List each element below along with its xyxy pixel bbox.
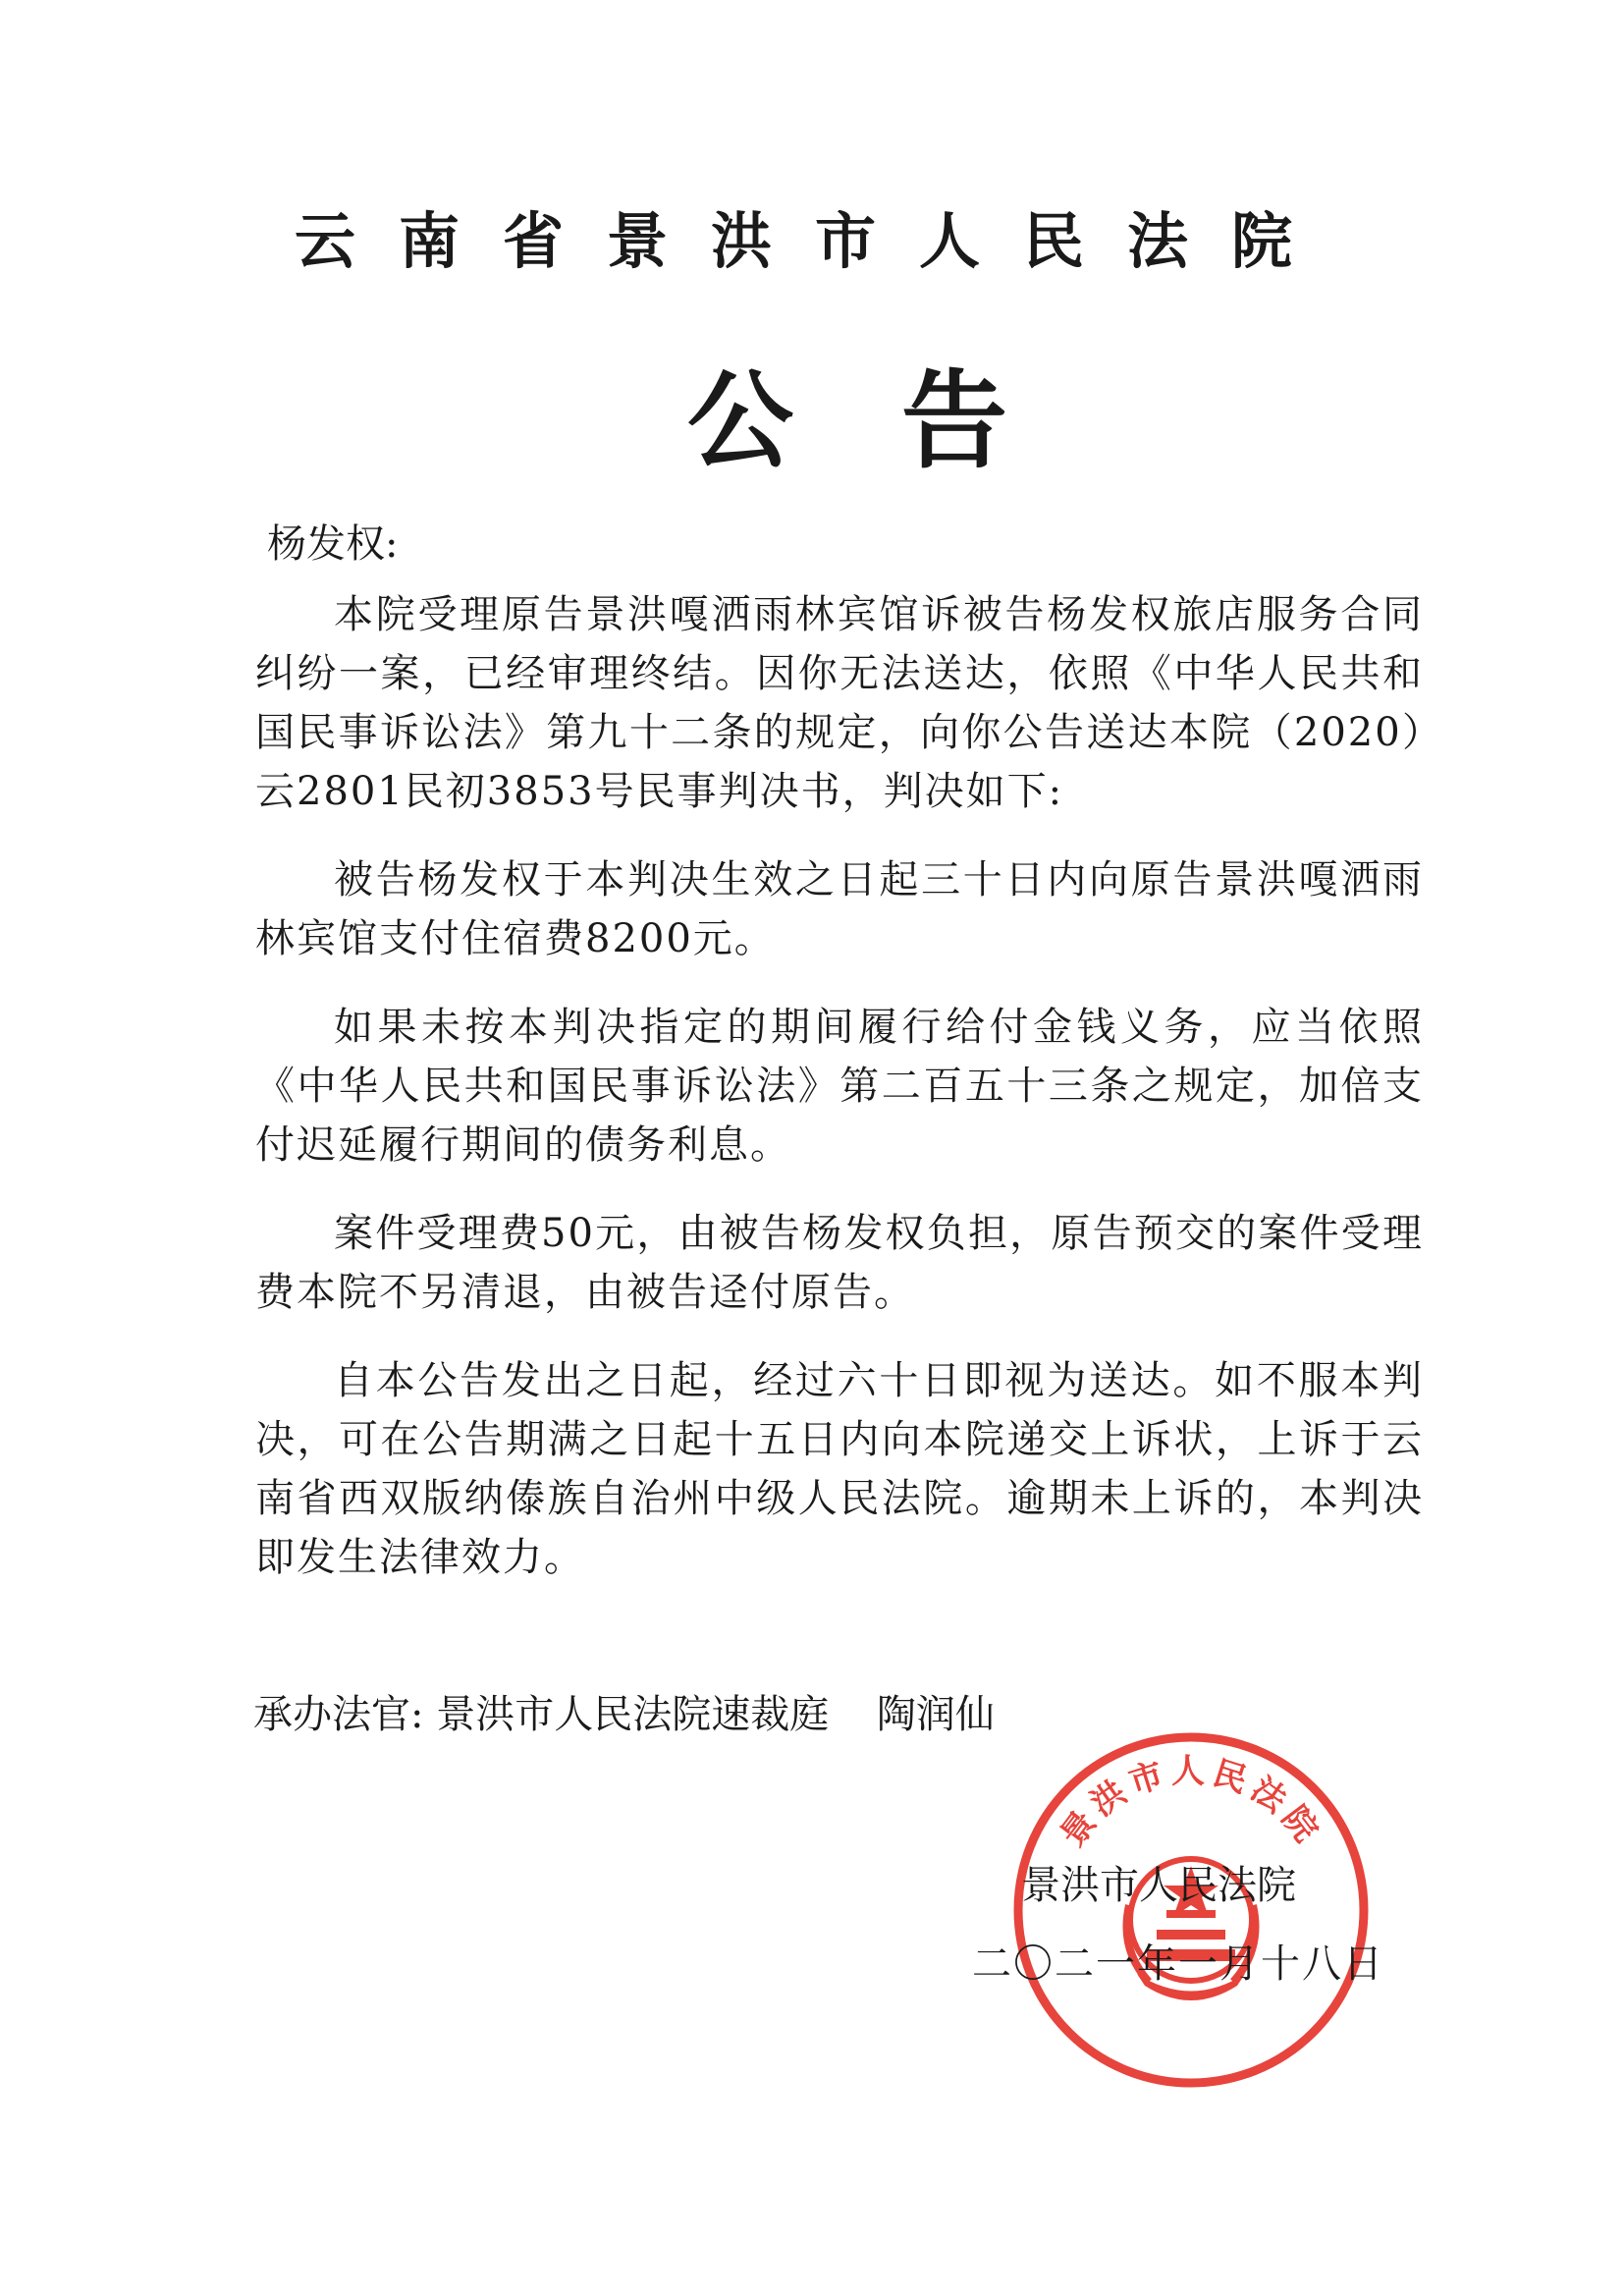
paragraph-late-payment: 如果未按本判决指定的期间履行给付金钱义务，应当依照《中华人民共和国民事诉讼法》第二百五十三条之规定，加倍支付迟延履行期间的债务利息。	[255, 1005, 1424, 1168]
judge-division: 景洪市人民法院速裁庭	[436, 1692, 830, 1737]
signing-date: 二〇二一年一月十八日	[972, 1941, 1384, 1987]
paragraph-case-intro: 本院受理原告景洪嘎洒雨林宾馆诉被告杨发权旅店服务合同纠纷一案，已经审理终结。因你无法送达，依照《中华人民共和国民事诉讼法》第九十二条的规定，向你公告送达本院（2020）云2801民初3853号民事判决书，判决如下:	[255, 592, 1424, 814]
paragraph-judgment: 被告杨发权于本判决生效之日起三十日内向原告景洪嘎洒雨林宾馆支付住宿费8200元。	[255, 857, 1424, 961]
seal-text: 景洪市人民法院	[1053, 1752, 1329, 1854]
judge-label: 承办法官:	[253, 1692, 424, 1737]
paragraph-case-fee: 案件受理费50元，由被告杨发权负担，原告预交的案件受理费本院不另清退，由被告迳付原告。	[255, 1211, 1424, 1315]
presiding-judge-line	[253, 1685, 995, 1744]
addressee: 杨发权:	[267, 521, 399, 567]
paragraph-appeal: 自本公告发出之日起，经过六十日即视为送达。如不服本判决，可在公告期满之日起十五日内向本院递交上诉状，上诉于云南省西双版纳傣族自治州中级人民法院。逾期未上诉的，本判决即发生法律效力。	[255, 1358, 1424, 1580]
document-title: 公告	[687, 360, 1116, 483]
judge-name: 陶润仙	[876, 1692, 995, 1737]
signing-court: 景洪市人民法院	[1021, 1863, 1296, 1908]
notice-body	[255, 585, 1424, 1616]
court-name-heading: 云南省景洪市人民法院	[295, 205, 1336, 277]
